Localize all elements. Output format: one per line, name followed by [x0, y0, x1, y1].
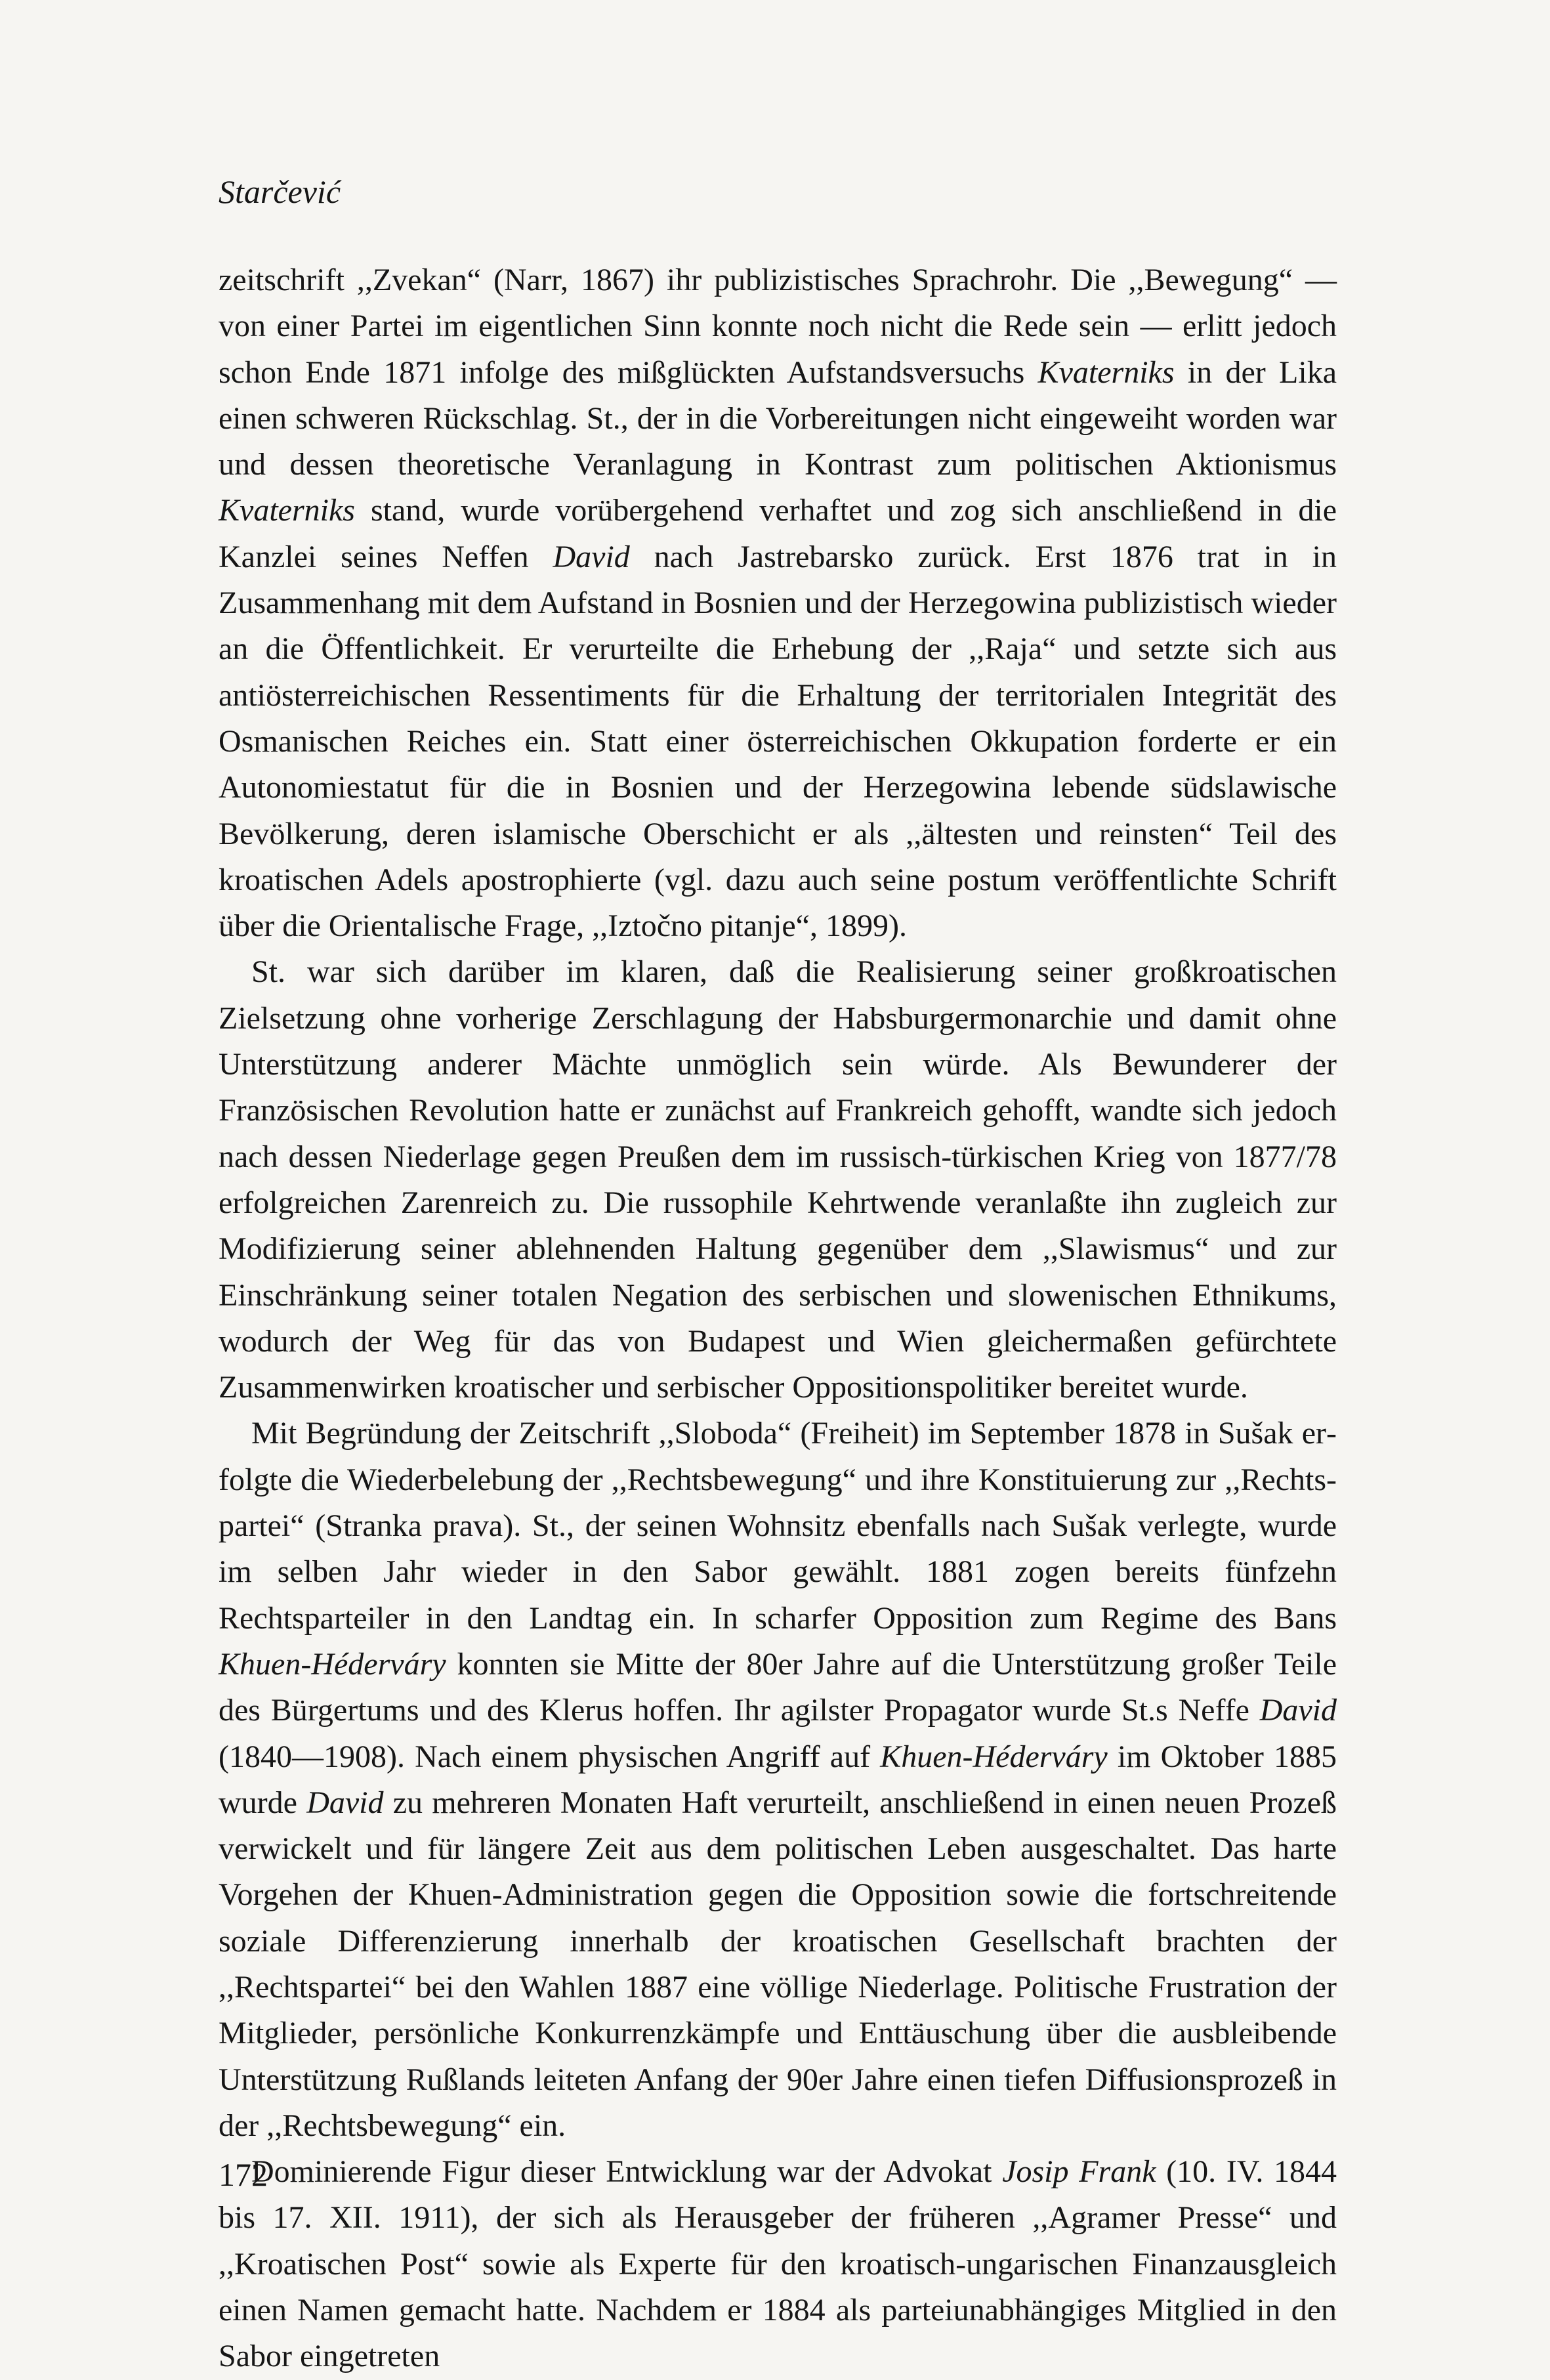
- running-header: Starčević: [219, 173, 341, 210]
- text-run: Dominierende Figur dieser Entwicklung war der Advokat: [251, 2154, 1003, 2190]
- italic-name: Kvaterniks: [1037, 354, 1175, 390]
- paragraph: [219, 949, 1337, 1411]
- text-run: konnten sie Mitte der 80er Jahre auf die Unterstützung großer Teile des Bürgertums und des Klerus hoffen. Ihr agilster Propagator wurde St.s Neffe: [219, 1646, 1337, 1728]
- text-run: in der Lika einen schweren Rückschlag. St., der in die Vorbereitungen nicht eingeweiht worden war und dessen theoretische Veranlagung in Kontrast zum politischen Aktionismus: [219, 354, 1337, 482]
- paragraph: [219, 2149, 1337, 2379]
- paragraph: [219, 257, 1337, 949]
- text-run: (10. IV. 1844 bis 17. XII. 1911), der sich als Herausgeber der früheren ,,Agramer Presse“ und ,,Kroatischen Post“ sowie als Experte für den kroatisch-ungarischen Finanzausgleich einen Namen gemacht hatte. Nachdem er 1884 als parteiunabhängiges Mitglied in den Sabor eingetreten: [219, 2154, 1337, 2374]
- text-run: im Oktober 1885 wurde: [219, 1739, 1337, 1820]
- text-run: St. war sich darüber im klaren, daß die Realisierung seiner großkroatischen Zielsetzung ohne vorherige Zerschlagung der Habsburgermonarchie und damit ohne Unterstützung anderer Mächte unmöglich sein würde. Als Bewunderer der Französischen Revolution hatte er zunächst auf Frankreich gehofft, wandte sich jedoch nach dessen Niederlage gegen Preußen dem im russisch-türkischen Krieg von 1877/78 erfolgreichen Zarenreich zu. Die russophile Kehrtwende veranlaßte ihn zugleich zur Modifizierung seiner ablehnenden Haltung gegenüber dem ,,Slawismus“ und zur Einschränkung seiner totalen Negation des serbischen und slowenischen Ethnikums, wodurch der Weg für das von Budapest und Wien gleichermaßen gefürchtete Zusammenwirken kroatischer und serbischer Oppositionspolitiker bereitet wurde.: [219, 954, 1337, 1405]
- italic-name: David: [1259, 1693, 1337, 1728]
- paragraph: [219, 1411, 1337, 2149]
- text-run: zeitschrift ,,Zvekan“ (Narr, 1867) ihr publizistisches Sprachrohr. Die ,,Bewegung“ — von einer Partei im eigentlichen Sinn konnte noch nicht die Rede sein — erlitt jedoch schon Ende 1871 infolge des mißglückten Aufstandsversuchs: [219, 263, 1337, 390]
- text-run: zu mehreren Monaten Haft verurteilt, anschließend in einen neuen Prozeß verwickelt und für längere Zeit aus dem politischen Leben ausgeschaltet. Das harte Vorgehen der Khuen-Administration gegen die Opposition sowie die fortschreitende soziale Differenzierung innerhalb der kroatischen Gesellschaft brachten der ,,Rechtspartei“ bei den Wahlen 1887 eine völlige Niederlage. Politische Frustration der Mitglieder, persönliche Konkurrenzkämpfe und Enttäuschung über die ausbleibende Unterstützung Rußlands leiteten Anfang der 90er Jahre einen tiefen Diffusionsprozeß in der ,,Rechtsbewegung“ ein.: [219, 1785, 1337, 2143]
- text-run: nach Jastrebarsko zurück. Erst 1876 trat in in Zusammenhang mit dem Aufstand in Bosnien und der Herzegowina publizistisch wieder an die Öffentlichkeit. Er verurteilte die Erhebung der ,,Raja“ und setzte sich aus antiösterreichischen Ressentiments für die Erhaltung der territorialen Integrität des Osmanischen Reiches ein. Statt einer österreichischen Okkupation forderte er ein Autonomiestatut für die in Bosnien und der Herzegowina lebende südslawische Bevölkerung, deren islamische Oberschicht er als ,,ältesten und reinsten“ Teil des kroatischen Adels apostrophierte (vgl. dazu auch seine postum veröffentlichte Schrift über die Orientalische Frage, ,,Iztočno pitanje“, 1899).: [219, 539, 1337, 944]
- italic-name: Khuen-Héderváry: [880, 1739, 1108, 1774]
- italic-name: David: [306, 1785, 384, 1820]
- body-text: [219, 257, 1337, 2380]
- italic-name: Khuen-Héderváry: [219, 1646, 446, 1682]
- text-run: (1840—1908). Nach einem physischen Angriff auf: [219, 1739, 881, 1774]
- italic-name: Kvaterniks: [219, 493, 355, 528]
- italic-name: Josip Frank: [1002, 2154, 1156, 2190]
- italic-name: David: [553, 539, 630, 574]
- page-number: 172: [219, 2156, 268, 2193]
- text-run: stand, wurde vorübergehend verhaftet und zog sich anschließend in die Kanzlei seines Neffen: [219, 493, 1337, 574]
- text-run: Mit Begründung der Zeitschrift ,,Sloboda“ (Freiheit) im September 1878 in Sušak erfolgte die Wiederbelebung der ,,Rechtsbewegung“ und ihre Konstituierung zur ,,Rechtspartei“ (Stranka prava). St., der seinen Wohnsitz ebenfalls nach Sušak verlegte, wurde im selben Jahr wieder in den Sabor gewählt. 1881 zogen bereits fünfzehn Rechtsparteiler in den Landtag ein. In scharfer Opposition zum Regime des Bans: [219, 1416, 1337, 1636]
